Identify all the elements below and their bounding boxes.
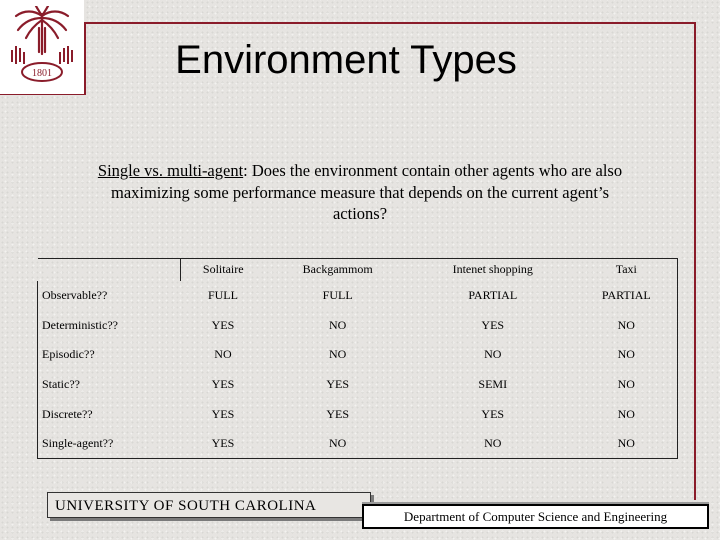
palmetto-tree-seal-icon xyxy=(6,6,78,88)
column-header: Backgammom xyxy=(265,259,409,281)
table-row xyxy=(38,429,678,459)
table-cell: NO xyxy=(484,347,502,362)
table-cell: YES xyxy=(181,429,266,459)
table-cell: NO xyxy=(265,429,409,459)
table-row xyxy=(38,340,678,370)
table-cell: YES xyxy=(481,317,505,332)
table-cell: NO xyxy=(576,370,678,400)
table-cell: NO xyxy=(214,347,232,362)
environment-types-table xyxy=(37,258,678,459)
definition-paragraph xyxy=(82,160,638,225)
table-cell: NO xyxy=(576,310,678,340)
table-cell: NO xyxy=(576,429,678,459)
frame-top-rule xyxy=(84,22,696,24)
table-row xyxy=(38,310,678,340)
table-corner-cell xyxy=(38,259,181,281)
table-cell: FULL xyxy=(322,287,353,302)
table-cell: YES xyxy=(211,406,235,421)
row-label: Discrete?? xyxy=(38,399,181,429)
table-cell: NO xyxy=(328,317,347,332)
table-cell: YES xyxy=(326,376,349,391)
table-cell: PARTIAL xyxy=(468,287,518,302)
definition-term: Single vs. multi-agent xyxy=(97,161,244,180)
column-header: Taxi xyxy=(576,259,678,281)
column-header: Solitaire xyxy=(181,259,266,281)
table-row xyxy=(38,370,678,400)
table-header-row xyxy=(38,259,678,281)
table-cell: YES xyxy=(481,406,505,421)
table-cell: YES xyxy=(211,376,235,391)
logo-year-text: 1801 xyxy=(32,68,52,79)
table-cell: NO xyxy=(576,399,678,429)
table-cell: NO xyxy=(328,347,347,362)
frame-right-rule xyxy=(694,22,696,500)
row-label: Episodic?? xyxy=(38,340,181,370)
table-cell: YES xyxy=(326,406,349,421)
definition-text: : Does the environment contain other agents who are also maximizing some performance measure that depends on the current agent’s actions? xyxy=(110,161,623,223)
table-row xyxy=(38,399,678,429)
table-row xyxy=(38,281,678,311)
table-cell: SEMI xyxy=(478,376,508,391)
table-cell: NO xyxy=(410,429,576,459)
university-logo xyxy=(0,0,84,94)
column-header: Intenet shopping xyxy=(410,259,576,281)
table-cell: NO xyxy=(576,340,678,370)
row-label: Static?? xyxy=(38,370,181,400)
table-cell: PARTIAL xyxy=(576,281,678,311)
table-cell: YES xyxy=(211,317,235,332)
row-label: Deterministic?? xyxy=(38,310,181,340)
university-name-banner: UNIVERSITY OF SOUTH CAROLINA xyxy=(47,492,371,518)
page-title: Environment Types xyxy=(175,38,517,82)
row-label: Single-agent?? xyxy=(38,429,181,459)
table-cell: FULL xyxy=(207,287,238,302)
department-name-banner: Department of Computer Science and Engineering xyxy=(362,504,709,529)
row-label: Observable?? xyxy=(38,281,181,311)
